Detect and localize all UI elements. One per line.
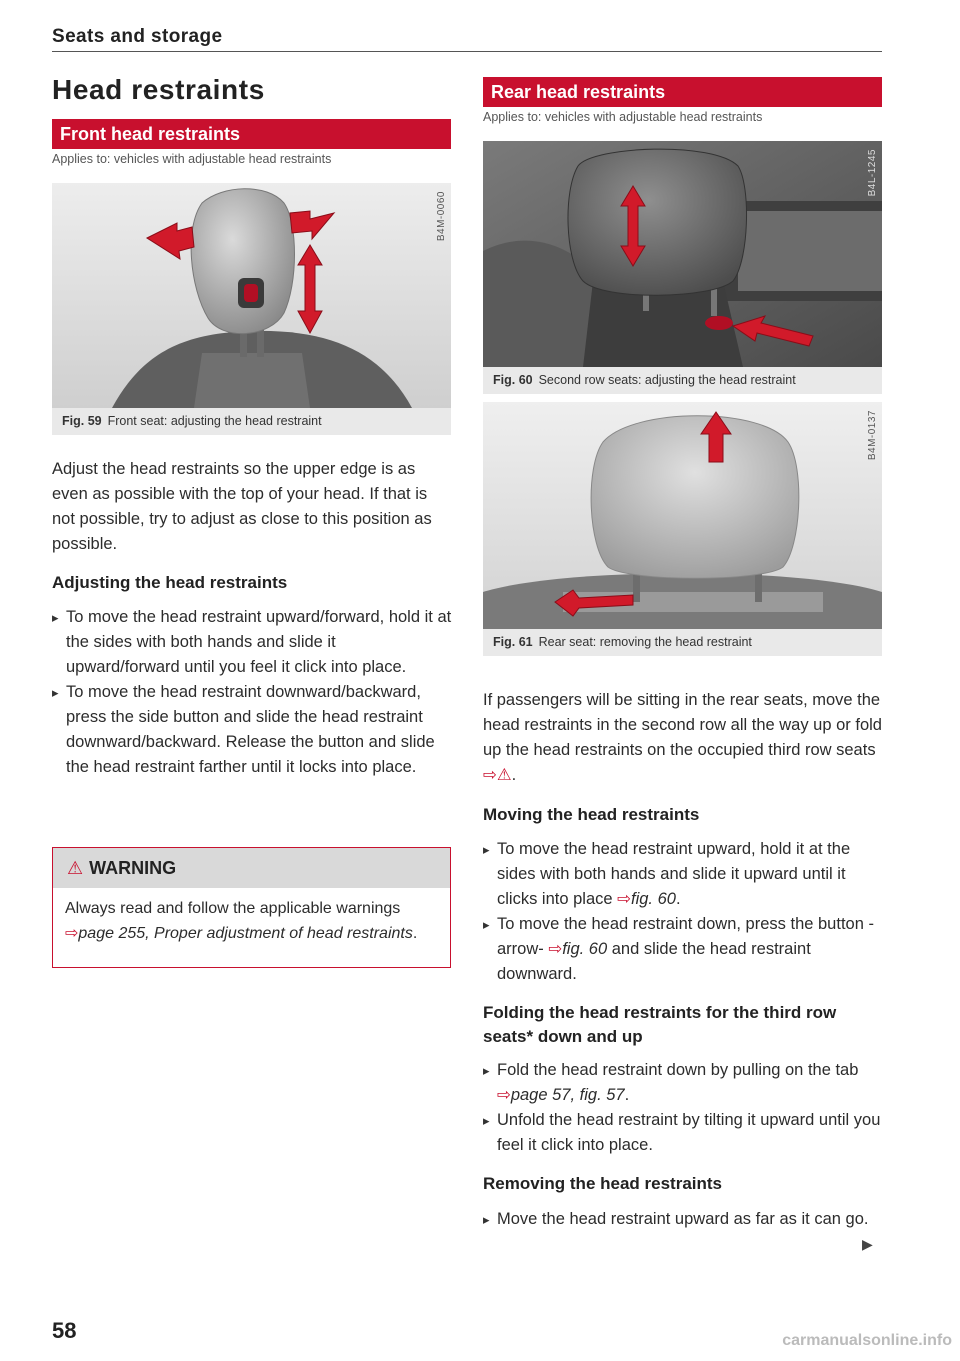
front-applies: Applies to: vehicles with adjustable head restraints [52, 152, 332, 166]
warning-text [53, 888, 450, 954]
rear-intro: If passengers will be sitting in the rear seats, move the head restraints in the second row all the way up or fold up the head restraints on the occupied third row seats ⇨⚠. [483, 691, 882, 784]
front-step-2: ▸ To move the head restraint downward/backward, press the side button and slide the head restraint downward/backward. Release the button and slide the head restraint farther until it locks into place. [52, 680, 452, 780]
ref-arrow-icon: ⇨ [497, 1086, 511, 1104]
front-steps [52, 605, 452, 780]
figure-61 [483, 402, 882, 656]
moving-step-2-text: To move the head restraint down, press the button -arrow- [497, 915, 874, 958]
moving-step-2-post: and slide the head restraint downward. [497, 940, 811, 983]
rear-applies: Applies to: vehicles with adjustable head restraints [483, 110, 763, 124]
front-figure-code: B4M-0060 [436, 191, 447, 242]
fig60-link-2[interactable]: fig. 60 [562, 940, 608, 958]
folding-steps [483, 1058, 883, 1158]
removing-subhead: Removing the head restraints [483, 1174, 723, 1193]
front-step-1: ▸ To move the head restraint upward/forward, hold it at the sides with both hands and slide it upward/forward until you feel it click into place. [52, 605, 452, 680]
removing-steps [483, 1207, 883, 1232]
warning-header [53, 848, 450, 888]
rear-seat-removal-illustration [483, 402, 882, 629]
front-head-restraint-drawing [52, 183, 451, 408]
figure-60 [483, 141, 882, 394]
fig60-link[interactable]: fig. 60 [630, 890, 676, 908]
rear-heading: Rear head restraints [483, 77, 882, 107]
warning-link[interactable]: page 255, Proper adjustment of head restraints [78, 925, 413, 942]
page57-link[interactable]: page 57, fig. 57 [510, 1086, 625, 1104]
folding-step-2: ▸ Unfold the head restraint by tilting it upward until you feel it click into place. [483, 1108, 883, 1158]
watermark: carmanualsonline.info [782, 1332, 952, 1349]
moving-step-1: ▸ To move the head restraint upward, hold it at the sides with both hands and slide it upward until it clicks into place ⇨fig. 60. [483, 837, 883, 912]
folding-step-1-text: Fold the head restraint down by pulling on the tab [497, 1061, 859, 1079]
warning-ref-icon[interactable]: ⚠ [496, 766, 512, 784]
continue-arrow-icon: ▶ [862, 1236, 873, 1252]
ref-arrow-icon: ⇨ [483, 766, 497, 784]
ref-arrow-icon: ⇨ [548, 940, 563, 958]
rear-removal-drawing [483, 402, 882, 629]
warning-box [52, 847, 451, 968]
front-intro: Adjust the head restraints so the upper edge is as even as possible with the top of your head. If that is not possible, try to adjust as close to this position as possible. [52, 460, 432, 553]
warning-triangle-icon: ⚠ [67, 858, 84, 878]
figure-59 [52, 183, 451, 435]
moving-step-2 [483, 912, 883, 987]
fig60-code: B4L-1245 [867, 149, 878, 197]
warning-label: WARNING [89, 858, 177, 878]
second-row-drawing [483, 141, 882, 367]
figure-59-label: Fig. 59 [62, 414, 102, 428]
front-heading: Front head restraints [52, 119, 451, 149]
front-seat-illustration [52, 183, 451, 408]
figure-60-caption [483, 367, 882, 394]
rear-intro-text: If passengers will be sitting in the rear seats, move the head restraints in the second row all the way up or fold up the head restraints on the occupied third row seats [483, 691, 882, 759]
warning-text-post: . [412, 925, 418, 942]
moving-steps [483, 837, 883, 987]
figure-61-text: Rear seat: removing the head restraint [538, 635, 752, 649]
figure-61-caption [483, 629, 882, 656]
fig61-code: B4M-0137 [867, 410, 878, 461]
moving-subhead: Moving the head restraints [483, 805, 700, 824]
page-title: Head restraints [52, 74, 265, 105]
figure-61-label: Fig. 61 [493, 635, 533, 649]
section-header: Seats and storage [52, 26, 223, 47]
figure-59-caption [52, 408, 451, 435]
rear-seat-illustration [483, 141, 882, 367]
header-rule [52, 51, 882, 52]
ref-arrow-icon: ⇨ [65, 925, 79, 942]
removing-step-1: ▸ Move the head restraint upward as far as it can go. [483, 1207, 883, 1232]
front-subhead: Adjusting the head restraints [52, 573, 288, 592]
figure-59-text: Front seat: adjusting the head restraint [107, 414, 322, 428]
figure-60-text: Second row seats: adjusting the head restraint [538, 373, 796, 387]
moving-step-1-text: To move the head restraint upward, hold it at the sides with both hands and slide it upward until it clicks into place [497, 840, 851, 908]
figure-60-label: Fig. 60 [493, 373, 533, 387]
ref-arrow-icon: ⇨ [617, 890, 631, 908]
page-number: 58 [52, 1318, 77, 1343]
folding-step-1: ▸ Fold the head restraint down by pulling on the tab ⇨page 57, fig. 57. [483, 1058, 883, 1108]
warning-text-pre: Always read and follow the applicable warnings [65, 900, 401, 917]
folding-subhead: Folding the head restraints for the third row seats* down and up [483, 1003, 837, 1046]
